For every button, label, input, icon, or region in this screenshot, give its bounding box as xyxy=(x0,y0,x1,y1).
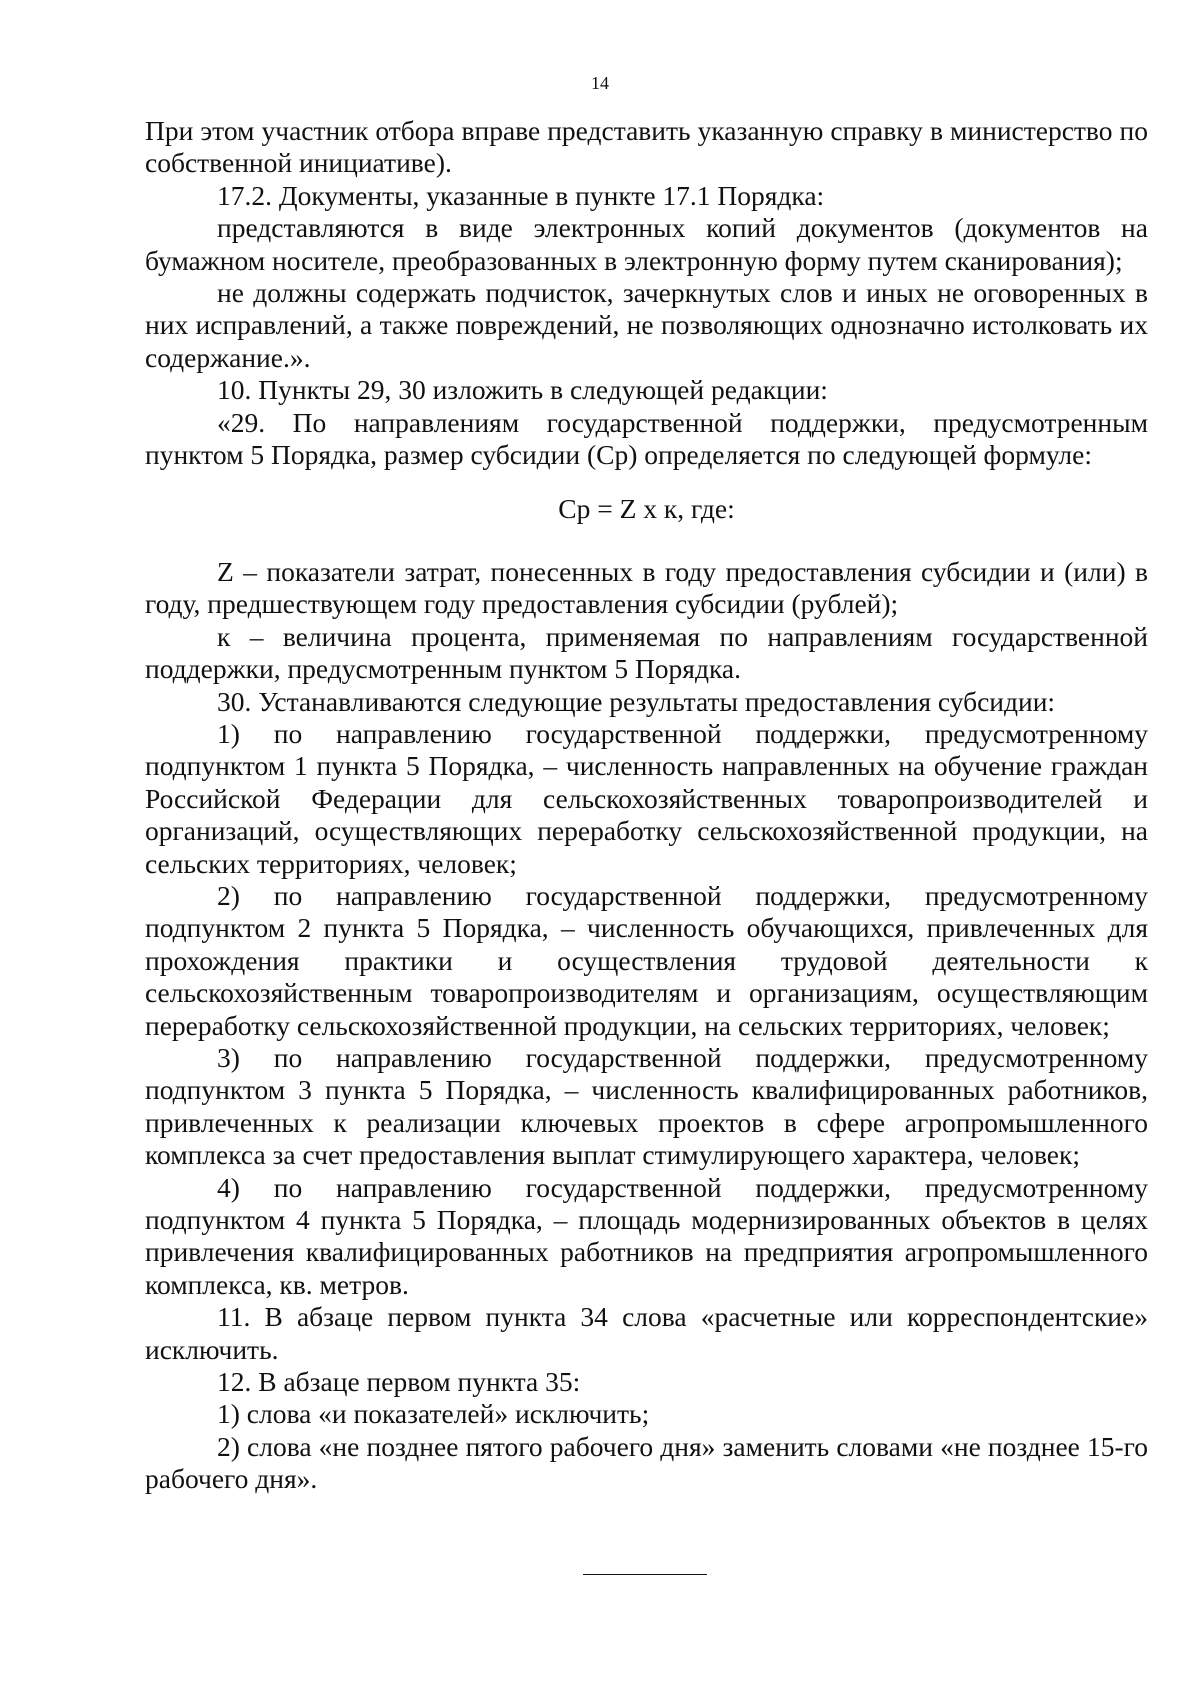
subsidy-formula: Ср = Z х к, где: xyxy=(558,493,735,525)
paragraph-point-29: «29. По направлениям государственной поддержки, предусмотренным пунктом 5 Порядка, размер субсидии (Ср) определяется по следующей формуле: xyxy=(145,406,1148,471)
document-body xyxy=(145,115,1148,1496)
paragraph-17-2: 17.2. Документы, указанные в пункте 17.1 Порядка: xyxy=(217,179,825,211)
paragraph-result-3: 3) по направлению государственной поддержки, предусмотренному подпунктом 3 пункта 5 Порядка, – численность квалифицированных работников, привлеченных к реализации ключевых проектов в сфере агропромышленного комплекса за счет предоставления выплат стимулирующего характера, человек; xyxy=(145,1041,1148,1171)
paragraph-point-30: 30. Устанавливаются следующие результаты предоставления субсидии: xyxy=(217,685,1056,717)
paragraph-z-definition: Z – показатели затрат, понесенных в году предоставления субсидии и (или) в году, предшествующем году предоставления субсидии (рублей); xyxy=(145,555,1148,620)
paragraph-no-corrections: не должны содержать подчисток, зачеркнутых слов и иных не оговоренных в них исправлений, а также повреждений, не позволяющих однозначно истолковать их содержание.». xyxy=(145,277,1148,373)
paragraph-continuation: При этом участник отбора вправе представить указанную справку в министерство по собственной инициативе). xyxy=(145,115,1148,179)
paragraph-item-10: 10. Пункты 29, 30 изложить в следующей редакции: xyxy=(217,374,828,406)
page-number: 14 xyxy=(591,73,609,93)
paragraph-electronic-copies: представляются в виде электронных копий документов (документов на бумажном носителе, преобразованных в электронную форму путем сканирования); xyxy=(145,212,1148,276)
paragraph-item-12: 12. В абзаце первом пункта 35: xyxy=(217,1366,581,1398)
paragraph-result-4: 4) по направлению государственной поддержки, предусмотренному подпунктом 4 пункта 5 Порядка, – площадь модернизированных объектов в целях привлечения квалифицированных работников на предприятия агропромышленного комплекса, кв. метров. xyxy=(145,1171,1148,1300)
paragraph-k-definition: к – величина процента, применяемая по направлениям государственной поддержки, предусмотренным пунктом 5 Порядка. xyxy=(145,620,1148,685)
end-divider-line xyxy=(583,1574,707,1575)
paragraph-item-11: 11. В абзаце первом пункта 34 слова «расчетные или корреспондентские» исключить. xyxy=(145,1301,1148,1365)
paragraph-result-1: 1) по направлению государственной поддержки, предусмотренному подпунктом 1 пункта 5 Порядка, – численность направленных на обучение граждан Российской Федерации для сельскохозяйственных товаропроизводителей и организаций, осуществляющих переработку сельскохозяйственной продукции, на сельских территориях, человек; xyxy=(145,717,1148,879)
paragraph-item-12-2: 2) слова «не позднее пятого рабочего дня» заменить словами «не позднее 15-го рабочего дня». xyxy=(145,1430,1148,1495)
paragraph-item-12-1: 1) слова «и показателей» исключить; xyxy=(217,1398,650,1430)
paragraph-result-2: 2) по направлению государственной поддержки, предусмотренному подпунктом 2 пункта 5 Порядка, – численность обучающихся, привлеченных для прохождения практики и осуществления трудовой деятельности к сельскохозяйственным товаропроизводителям и организациям, осуществляющим переработку сельскохозяйственной продукции, на сельских территориях, человек; xyxy=(145,879,1148,1041)
